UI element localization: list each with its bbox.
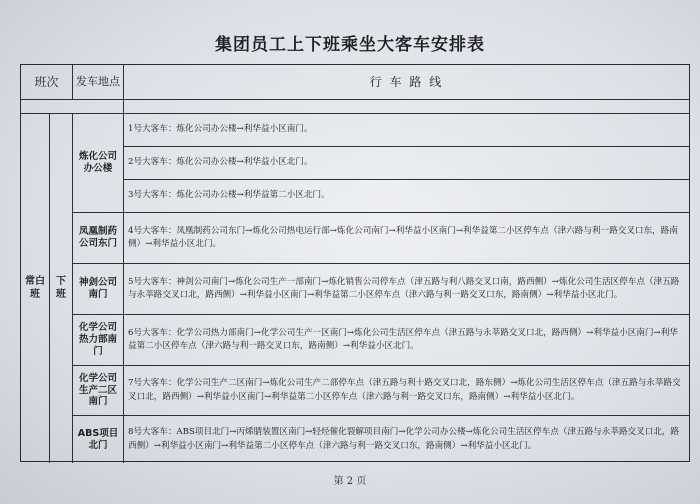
location-cell: 化学公司热力部南门	[73, 315, 124, 366]
header-depart: 发车地点	[73, 65, 124, 100]
location-cell: 神剑公司南门	[73, 264, 124, 315]
sub-shift-cell: 下班	[50, 114, 73, 463]
route-cell: 3号大客车：炼化公司办公楼→利华益第二小区北门。	[124, 180, 689, 213]
page-number: 第 2 页	[333, 476, 367, 487]
route-cell: 2号大客车：炼化公司办公楼→利华益小区北门。	[124, 147, 689, 180]
header-route: 行 车 路 线	[124, 65, 689, 100]
route-cell: 5号大客车：神剑公司南门→炼化公司生产一部南门→炼化销售公司停车点（津五路与利八路交叉口南，路西侧）→炼化公司生活区停车点（津五路与永莘路交叉口北，路西侧）→利华益小区南门→利华益第二小区停车点（津六路与利一路交叉口东，路南侧）→利华益小区北门。	[124, 264, 689, 315]
blank-row-right	[124, 100, 689, 114]
shift-group-cell: 常白班	[21, 114, 50, 463]
route-cell: 6号大客车：化学公司热力部南门→化学公司生产一区南门→炼化公司生活区停车点（津五路与永莘路交叉口北，路西侧）→利华益小区南门→利华益第二小区停车点（津六路与利一路交叉口东，路南侧）→利华益小区北门。	[124, 315, 689, 366]
route-cell: 8号大客车：ABS项目北门→丙烯腈装置区南门→轻烃催化裂解项目南门→化学公司办公楼→炼化公司生活区停车点（津五路与永莘路交叉口北，路西侧）→利华益小区南门→利华益第二小区停车点（津六路与利一路交叉口东，路南侧）→利华益小区北门。	[128, 427, 680, 451]
location-cell: 凤凰制药公司东门	[73, 213, 124, 264]
location-cell: 化学公司生产二区南门	[73, 366, 124, 416]
page-title: 集团员工上下班乘坐大客车安排表	[215, 35, 485, 55]
blank-row-left	[21, 100, 124, 114]
header-shift: 班次	[21, 65, 73, 100]
route-cell: 7号大客车：化学公司生产二区南门→炼化公司生产二部停车点（津五路与利十路交叉口北，路东侧）→炼化公司生活区停车点（津五路与永莘路交叉口北，路西侧）→利华益小区南门→利华益第二小区停车点（津六路与利一路交叉口东，路南侧）→利华益小区北门。	[124, 366, 689, 416]
schedule-table	[20, 64, 690, 462]
location-cell: ABS项目北门	[73, 416, 124, 463]
route-cell: 4号大客车：凤凰制药公司东门→炼化公司热电运行部→炼化公司南门→利华益小区南门→利华益第二小区停车点（津六路与利一路交叉口东，路南侧）→利华益小区北门。	[124, 213, 689, 264]
location-cell: 炼化公司办公楼	[73, 114, 124, 213]
route-cell: 1号大客车：炼化公司办公楼→利华益小区南门。	[124, 114, 689, 147]
